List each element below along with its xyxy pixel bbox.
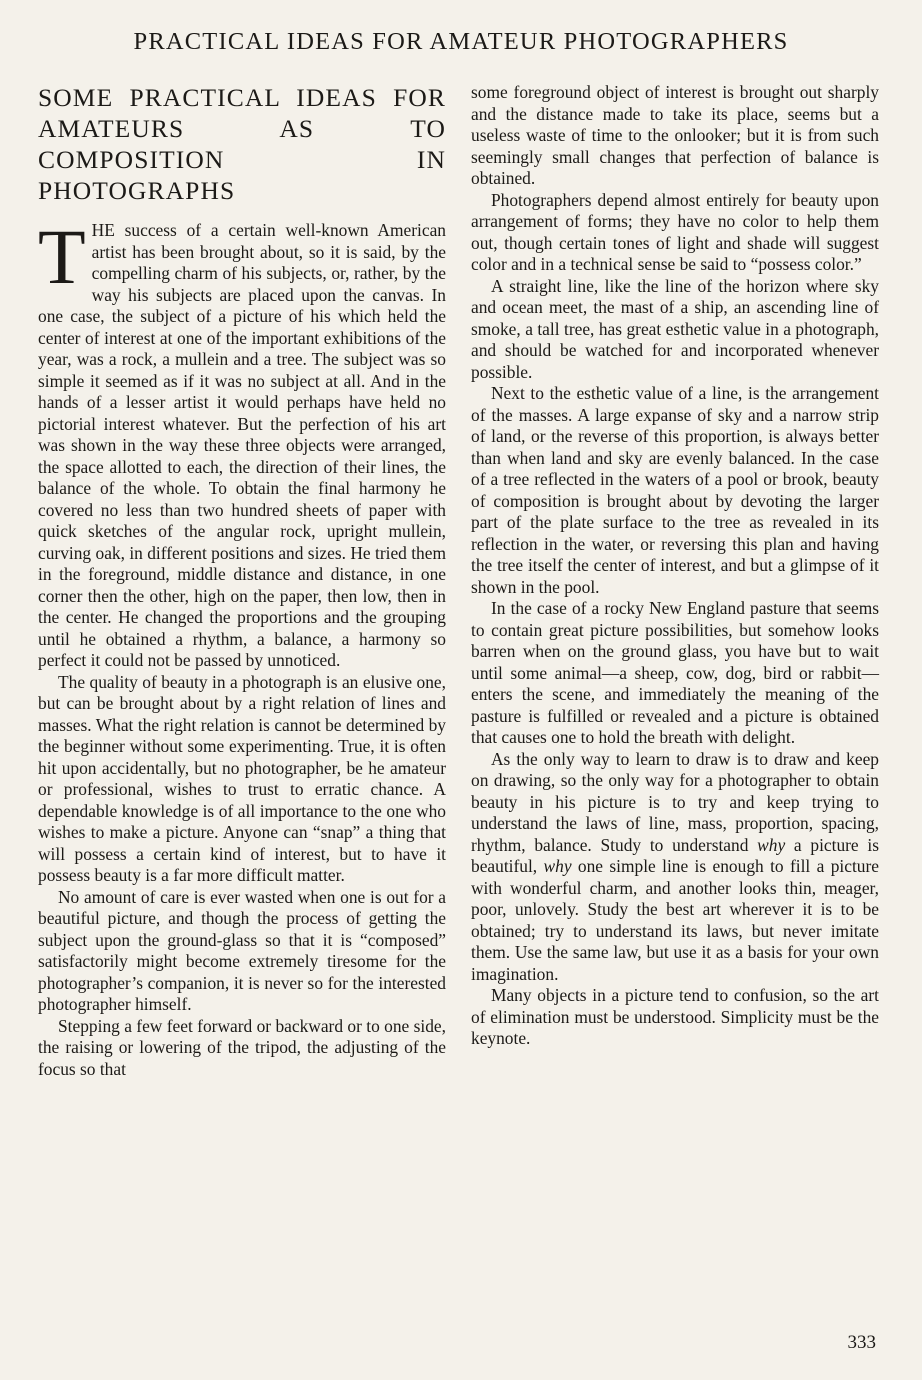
running-head: PRACTICAL IDEAS FOR AMATEUR PHOTOGRAPHERS bbox=[133, 28, 789, 55]
paragraph-pasture: In the case of a rocky New England pasture that seems to contain great picture possibilities, but somehow looks barren when on the ground glass, you have but to wait until some animal—a sheep, cow, dog, bird or rabbit—enters the scene, and immediately the meaning of the pasture is fulfilled or revealed and a picture is obtained that causes one to hold the breath with delight. bbox=[471, 598, 879, 747]
paragraph-elimination: Many objects in a picture tend to confusion, so the art of elimination must be understood. Simplicity must be the keynote. bbox=[471, 985, 879, 1048]
draw-text-b: a picture is beautiful, bbox=[471, 834, 879, 876]
paragraph-straight-line: A straight line, like the line of the horizon where sky and ocean meet, the mast of a ship, an ascending line of smoke, a tall tree, has great esthetic value in a photograph, and should be watched for and incorporated whenever possible. bbox=[471, 275, 879, 382]
emphasis-why: why bbox=[543, 856, 572, 876]
emphasis-why: why bbox=[757, 834, 786, 855]
left-column bbox=[38, 82, 446, 1080]
paragraph-forms: Photographers depend almost entirely for beauty upon arrangement of forms; they have no color to help them out, though certain tones of light and shade will suggest color and in a technical sense be said to “possess color.” bbox=[471, 189, 879, 274]
page-number: 333 bbox=[847, 1332, 876, 1353]
paragraph-draw bbox=[471, 749, 879, 986]
paragraph-continuation: some foreground object of interest is brought out sharply and the distance made to take its place, seems but a useless waste of time to the onlooker; but it is from such seemingly small changes that perfection of balance is obtained. bbox=[471, 82, 879, 188]
paragraph-stepping: Stepping a few feet forward or backward or to one side, the raising or lowering of the tripod, the adjusting of the focus so that bbox=[38, 1015, 446, 1079]
paragraph-masses: Next to the esthetic value of a line, is the arrangement of the masses. A large expanse of sky and a narrow strip of land, or the reverse of this proportion, is always better than when land and sky are evenly balanced. In the case of a tree reflected in the waters of a pool or brook, beauty of composition is brought about by devoting the larger part of the plate surface to the tree as revealed in its reflection in the water, or reversing this plan and having the tree itself the center of interest, and but a glimpse of it shown in the pool. bbox=[471, 383, 879, 597]
draw-text-c: one simple line is enough to fill a picture with wonderful charm, and another looks thin, meager, poor, unlovely. Study the best art wherever it is to be obtained; try to understand its laws, but never imitate them. Use the same law, but use it as a basis for your own imagination. bbox=[471, 856, 879, 984]
first-paragraph bbox=[38, 213, 446, 672]
paragraph-care: No amount of care is ever wasted when one is out for a beautiful picture, and though the process of getting the subject upon the ground-glass so that it is “composed” satisfactorily might become extremely tiresome for the photographer’s companion, it is never so for the interested photographer himself. bbox=[38, 886, 446, 1014]
paragraph-quality: The quality of beauty in a photograph is an elusive one, but can be brought about by a right relation of lines and masses. What the right relation is cannot be determined by the beginner without some experimenting. True, it is often hit upon accidentally, but no photographer, be he amateur or professional, wishes to trust to erratic chance. A dependable knowledge is of all importance to the one who wishes to make a picture. Anyone can “snap” a thing that will possess a certain kind of interest, but to have it possess beauty is a far more difficult matter. bbox=[38, 671, 446, 885]
right-column bbox=[471, 82, 879, 1050]
first-paragraph-text: HE success of a certain well-known American artist has been brought about, so it is said, by the compelling charm of his subjects, or, rather, by the way his subjects are placed upon the canvas. In one case, the subject of a picture of his which held the center of interest at one of the important exhibitions of the year, was a rock, a mullein and a tree. The subject was so simple it seemed as if it was no subject at all. And in the hands of a lesser artist it would perhaps have held no pictorial interest whatever. But the perfection of his art was shown in the way these three objects were arranged, the space allotted to each, the direction of their lines, the balance of the whole. To obtain the final harmony he covered no less than two hundred sheets of paper with quick sketches of the angular rock, upright mullein, curving oak, in different positions and sizes. He tried them in the foreground, middle distance and distance, in one corner then the other, high on the paper, then low, then in the center. He changed the proportions and the grouping until he obtained a rhythm, a balance, a harmony so perfect it could not be passed by unnoticed. bbox=[38, 220, 446, 670]
article-title: SOME PRACTICAL IDEAS FOR AMATEURS AS TO COMPOSITION IN PHOTOGRAPHS bbox=[38, 83, 446, 205]
drop-cap: T bbox=[38, 213, 86, 300]
draw-text-a: As the only way to learn to draw is to draw and keep on drawing, so the only way for a photographer to obtain beauty in his picture is to try and keep trying to understand the laws of line, mass, proportion, spacing, rhythm, balance. Study to understand bbox=[471, 748, 879, 855]
